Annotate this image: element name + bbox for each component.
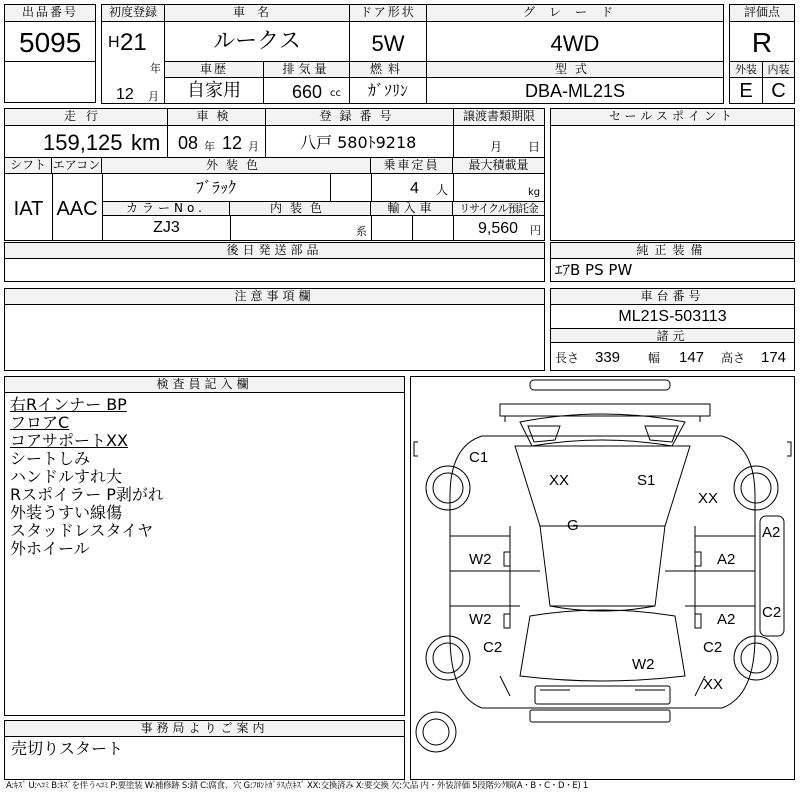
model-code: DBA-ML21S [524,81,626,101]
first-registration-label: 初度登録 [102,5,164,22]
remark-line: Rスポイラー P剥がれ [10,485,164,504]
mileage: 159,125 [43,130,123,155]
grade: 4WD [550,31,600,56]
later-parts-label: 後日発送部品 [5,243,544,259]
width-label: 幅 [648,351,661,365]
registration-month: 12 [116,86,134,103]
office-box [4,720,405,780]
divider [412,216,413,241]
notes-box [4,288,545,371]
divider [371,216,372,241]
inspection-year: 08 [178,133,199,153]
car-name-label: 車名 [165,5,349,22]
month-unit: 月 [148,90,159,103]
score-label: 評価点 [730,5,794,22]
damage-mark: C1 [469,449,489,466]
inspector-label: 検査員記入欄 [5,377,404,393]
divider [230,216,231,241]
office-label: 事務局よりご案内 [5,721,404,737]
chassis-number: ML21S-503113 [618,308,727,325]
registration-number-label: 登録番号 [266,109,453,126]
capacity: 4 [410,180,419,197]
damage-mark: XX [698,490,719,507]
remark-line: スタッドレスタイヤ [10,521,154,540]
interior-grade: C [771,80,786,102]
remark-line: 外ホイール [10,539,90,558]
inspection-month: 12 [222,133,243,153]
displacement-label: 排気量 [264,62,349,78]
shift-label: シフト [5,158,52,174]
history-label: 車歴 [165,62,263,78]
damage-mark: W2 [632,656,655,673]
registration-year: 21 [120,29,147,56]
door-type: 5W [371,31,405,56]
car-name-box [164,4,350,62]
damage-mark: C2 [762,604,782,621]
displacement-unit: cc [330,88,341,99]
model-label: 型式 [427,62,723,78]
registration-number: 八戸 580ﾄ9218 [300,133,417,152]
registration-number-box [265,108,454,158]
displacement-box [263,61,350,104]
displacement: 660 [292,82,323,102]
ac-label: エアコン [52,158,101,172]
damage-mark: XX [549,472,570,489]
mileage-box [4,108,168,158]
equipment-label: 純正装備 [551,243,794,259]
width: 147 [679,349,705,366]
remark-line: ハンドルすれ大 [10,467,123,486]
specs-label: 諸元 [551,328,794,343]
recycle-label: リサイクル預託金 [453,202,544,216]
remark-line: 外装うすい線傷 [10,503,123,522]
inspection-label: 車検 [168,109,265,126]
color-no: ZJ3 [153,219,180,236]
transfer-deadline-label: 譲渡書類期限 [454,109,544,126]
grade-box [426,4,724,62]
recycle-unit: 円 [530,224,541,237]
damage-mark: C2 [483,639,503,656]
divider [371,174,372,201]
office-text: 売切りスタート [11,739,124,758]
sales-points-box [550,108,795,241]
score-box [729,4,795,62]
length-label: 長さ [555,351,580,365]
lot-number-box [4,4,96,62]
inspection-month-unit: 月 [248,140,259,153]
color-no-label: カラーNo. [103,202,230,216]
year-unit: 年 [150,62,161,75]
max-load-label: 最大積載量 [453,158,544,174]
height: 174 [761,349,787,366]
inspection-year-unit: 年 [204,140,215,153]
import-label: 輸入車 [371,202,453,216]
model-box [426,61,724,104]
damage-mark: A2 [717,551,736,568]
divider [330,174,331,201]
damage-mark: C2 [703,639,723,656]
score: R [751,27,773,58]
chassis-label: 車台番号 [551,289,794,305]
damage-mark: XX [703,676,724,693]
int-color-suffix: 系 [356,225,367,238]
int-color-label: 内装色 [230,202,371,216]
capacity-label: 乗車定員 [371,158,453,174]
ac: AAC [56,198,98,220]
transfer-month-unit: 月 [490,140,503,154]
remark-line: シートしみ [10,449,91,468]
remark-line: 右Rインナー BP [10,395,127,414]
damage-mark: W2 [469,551,492,568]
transfer-day-unit: 日 [528,140,541,154]
ext-color-label: 外装色 [102,158,371,174]
ext-color: ﾌﾞﾗｯｸ [195,178,236,197]
mileage-unit: km [131,130,161,155]
mileage-label: 走行 [5,109,167,126]
door-box [349,4,427,62]
chassis-box [550,288,795,371]
equipment-value: ｴｱB PS PW [555,261,633,279]
damage-mark: W2 [469,611,492,628]
car-diagram [410,376,795,780]
lot-number-label: 出品番号 [5,5,95,22]
car-name: ルークス [213,29,301,54]
interior-label: 内装 [763,62,794,78]
history: 自家用 [187,80,241,101]
history-box [164,61,264,104]
height-label: 高さ [721,351,746,365]
inspection-box [167,108,266,158]
exterior-box [729,61,763,104]
exterior-label: 外装 [730,62,762,78]
legend: A:ｷｽﾞ U:ﾍｺﾐ B:ｷｽﾞを伴うﾍｺﾐ P:要塗装 W:補修跡 S:錆 C:腐食、穴 G:ﾌﾛﾝﾄｶﾞﾗｽ点ｷｽﾞ XX:交換済み X:要交換 欠:欠品 内・外装評価 5段階ﾗﾝｸ順(A・B・C・D・E) 1 [6,781,589,791]
exterior-grade: E [739,80,753,102]
remark-line: フロアC [10,413,70,432]
damage-mark: G [567,517,579,534]
lot-number: 5095 [19,27,82,58]
era-letter: H [108,34,120,51]
capacity-unit: 人 [436,183,449,197]
remark-line: コアサポートXX [10,431,128,450]
damage-mark: A2 [717,611,736,628]
damage-mark: S1 [637,472,656,489]
later-parts-box [4,242,545,282]
first-registration-box [101,4,165,104]
max-load-unit: kg [528,187,541,198]
shift: IAT [13,198,44,220]
door-label: ドア形状 [350,5,426,22]
fuel-label: 燃料 [350,62,426,78]
equipment-box [550,242,795,282]
length: 339 [595,349,621,366]
interior-box [762,61,795,104]
grade-label: グレード [427,5,723,22]
fuel: ｶﾞｿﾘﾝ [367,81,408,100]
lot-number-lower [4,61,96,103]
sales-points-label: セールスポイント [551,109,794,126]
fuel-box [349,61,427,104]
recycle-amount: 9,560 [478,220,519,237]
damage-mark: A2 [762,524,781,541]
notes-label: 注意事項欄 [5,289,544,305]
transfer-deadline-box [453,108,545,158]
